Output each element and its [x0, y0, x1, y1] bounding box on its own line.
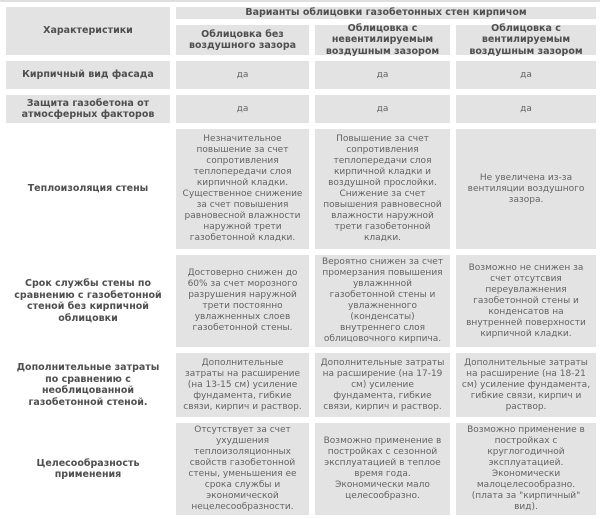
table-cell: да — [456, 61, 596, 89]
row-label: Защита газобетона от атмосферных факторов — [6, 95, 170, 123]
column-header-no-gap: Облицовка без воздушного зазора — [176, 25, 309, 55]
table-cell: Возможно применение в постройках с круглогодичной эксплуатацией. Экономически малоцелесообразно. (плата за "кирпичный" вид). — [456, 423, 596, 515]
table-cell: да — [315, 95, 450, 123]
row-label: Дополнительные затраты по сравнению с необлицованной газобетонной стеной. — [16, 362, 160, 408]
top-divider — [0, 0, 600, 2]
column-header-characteristics: Характеристики — [6, 7, 170, 55]
facing-options-table — [6, 7, 596, 515]
table-cell: да — [176, 61, 309, 89]
table-cell: Достоверно снижен до 60% за счет морозного разрушения наружной трети постоянно увлажненных слоев газобетонной стены. — [176, 255, 309, 347]
table-cell: Дополнительные затраты на расширение (на 17-19 см) усиление фундамента, гибкие связи, кирпич и раствор. — [315, 353, 450, 417]
table-span-header: Варианты облицовки газобетонных стен кирпичом — [176, 7, 596, 19]
table-cell: Дополнительные затраты на расширение (на 13-15 см) усиление фундамента, гибкие связи, кирпич и раствор. — [176, 353, 309, 417]
table-cell: Возможно не снижен за счет отсутсвия переувлажнения газобетонной стены и конденсатов на внутренней поверхности кирпичной кладки. — [456, 255, 596, 347]
row-label: Целесообразность применения — [36, 457, 140, 480]
table-cell: Не увеличена из-за вентиляции воздушного зазора. — [456, 129, 596, 249]
table-cell: Повышение за счет сопротивления теплопередачи слоя кирпичной кладки и воздушной прослойки. Снижение за счет повышения равновесной влажности наружной трети газобетонной кладки. — [315, 129, 450, 249]
table-cell: да — [315, 61, 450, 89]
row-label: Срок службы стены по сравнению с газобетонной стеной без кирпичной облицовки — [14, 278, 162, 324]
table-cell: Возможно применение в постройках с сезонной эксплуатацией в теплое время года. Экономически мало целесообразно. — [315, 423, 450, 515]
column-header-unventilated-gap: Облицовка с невентилируемым воздушным зазором — [315, 25, 450, 55]
table-cell: Вероятно снижен за счет промерзания повышения увлажннной газобетонной стены и увлажненного (конденсаты) внутреннего слоя облицовочного кирпича. — [315, 255, 450, 347]
table-cell: Отсутствует за счет ухудшения теплоизоляционных свойств газобетонной стены, уменьшения ее срока службы и экономической нецелесообразности. — [176, 423, 309, 515]
table-cell: да — [456, 95, 596, 123]
column-header-ventilated-gap: Облицовка с вентилируемым воздушным зазором — [456, 25, 596, 55]
row-label: Теплоизоляция стены — [27, 183, 149, 195]
table-cell: Дополнительные затраты на расширение (на 18-21 см) усиление фундамента, гибкие связи, кирпич и раствор. — [456, 353, 596, 417]
row-label: Кирпичный вид фасада — [6, 61, 170, 89]
table-cell: да — [176, 95, 309, 123]
table-cell: Незначительное повышение за счет сопротивления теплопередачи слоя кирпичной кладки. Существенное снижение за счет повышения равновесной влажности наружной трети газобетонной кладки. — [176, 129, 309, 249]
